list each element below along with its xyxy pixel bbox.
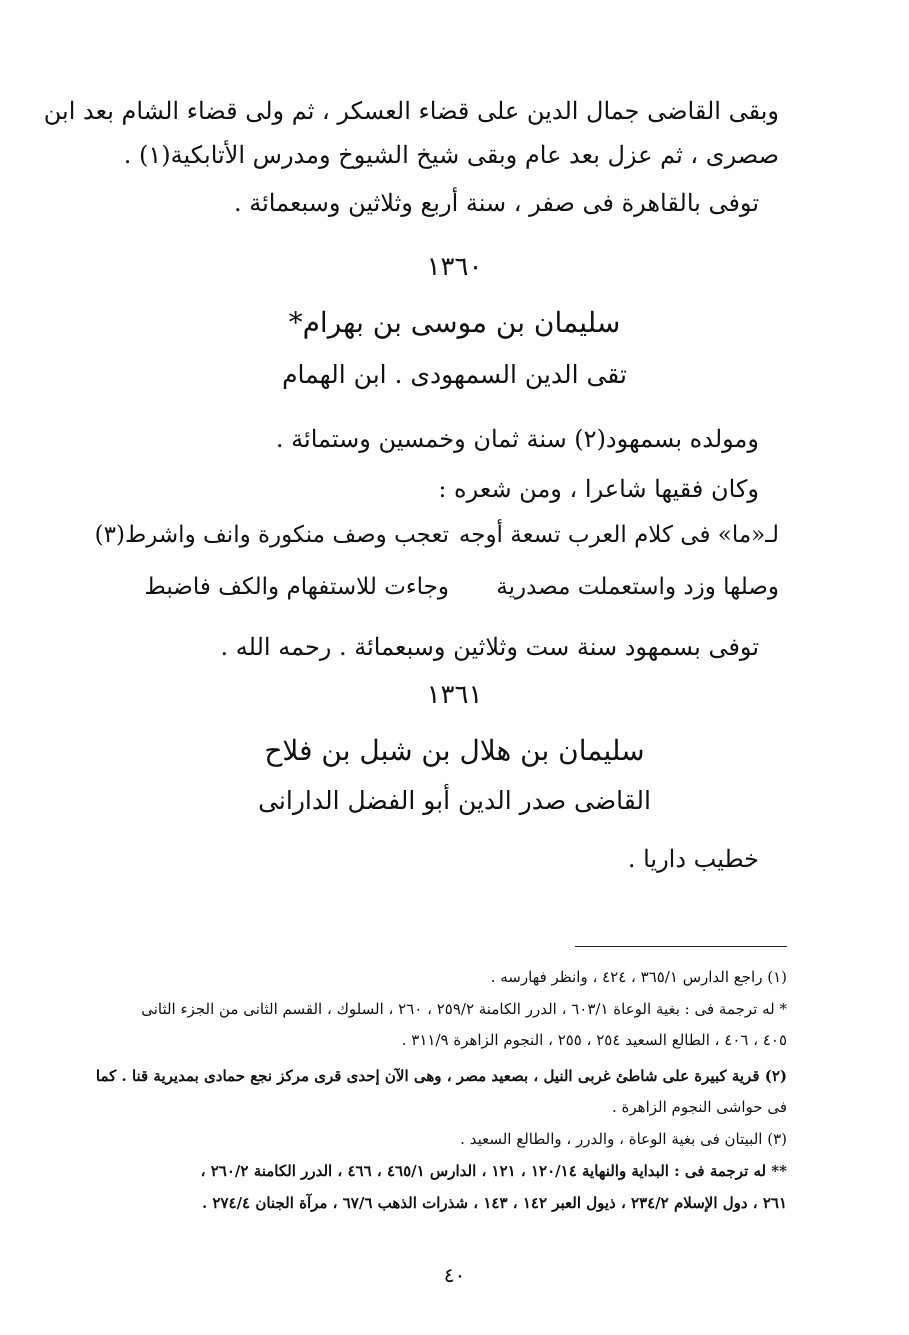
footnote: ٤٠٥ ، ٤٠٦ ، الطالع السعيد ٢٥٤ ، ٢٥٥ ، النجوم الزاهرة ٣١١/٩ . <box>401 1031 787 1049</box>
verse-hemistich: وجاءت للاستفهام والكف فاضبط <box>144 574 449 600</box>
footnote-rule <box>575 946 787 947</box>
footnote: ** له ترجمة فى : البداية والنهاية ١٢٠/١٤ ، ١٢١ ، الدارس ٤٦٥/١ ، ٤٦٦ ، الدرر الكامنة ٢٦٠/٢ ، <box>200 1162 787 1180</box>
paragraph-line: صصرى ، ثم عزل بعد عام وبقى شيخ الشيوخ ومدرس الأتابكية(١) . <box>123 141 779 169</box>
paragraph-line: توفى بسمهود سنة ست وثلاثين وسبعمائة . رحمه الله . <box>220 633 759 661</box>
verse-hemistich: لـ«ما» فى كلام العرب تسعة أوجه <box>458 522 779 548</box>
page-number: ٤٠ <box>443 1263 466 1287</box>
paragraph-line: توفى بالقاهرة فى صفر ، سنة أربع وثلاثين وسبعمائة . <box>233 189 759 217</box>
entry-name: سليمان بن هلال بن شبل بن فلاح <box>264 734 645 767</box>
footnote: فى حواشى النجوم الزاهرة . <box>612 1098 787 1116</box>
entry-name: سليمان بن موسى بن بهرام* <box>288 306 621 339</box>
entry-number: ١٣٦٠ <box>426 252 483 282</box>
footnote: (٣) البيتان فى بغية الوعاة ، والدرر ، والطالع السعيد . <box>460 1130 787 1148</box>
entry-title: تقى الدين السمهودى . ابن الهمام <box>282 360 627 389</box>
paragraph-line: ومولده بسمهود(٢) سنة ثمان وخمسين وستمائة . <box>275 425 759 453</box>
paragraph-line: وبقى القاضى جمال الدين على قضاء العسكر ، ثم ولى قضاء الشام بعد ابن <box>43 97 779 125</box>
footnote: (١) راجع الدارس ٣٦٥/١ ، ٤٢٤ ، وانظر فهارسه . <box>490 968 787 986</box>
paragraph-line: خطيب داريا . <box>627 845 759 873</box>
footnote: * له ترجمة فى : بغية الوعاة ٦٠٣/١ ، الدرر الكامنة ٢٥٩/٢ ، ٢٦٠ ، السلوك ، القسم الثانى من الجزء الثانى <box>141 1000 787 1018</box>
verse-hemistich: تعجب وصف منكورة وانف واشرط(٣) <box>94 522 449 548</box>
footnote: ٢٦١ ، دول الإسلام ٢٣٤/٢ ، ذيول العبر ١٤٢ ، ١٤٣ ، شذرات الذهب ٦٧/٦ ، مرآة الجنان ٢٧٤/٤ . <box>201 1194 787 1212</box>
footnote: (٢) قرية كبيرة على شاطئ غربى النيل ، بصعيد مصر ، وهى الآن إحدى قرى مركز نجع حمادى بمديرية قنا . كما <box>95 1067 787 1085</box>
entry-number: ١٣٦١ <box>426 680 483 710</box>
entry-title: القاضى صدر الدين أبو الفضل الدارانى <box>258 786 651 815</box>
verse-hemistich: وصلها وزد واستعملت مصدرية <box>496 574 779 600</box>
paragraph-line: وكان فقيها شاعرا ، ومن شعره : <box>438 475 759 503</box>
